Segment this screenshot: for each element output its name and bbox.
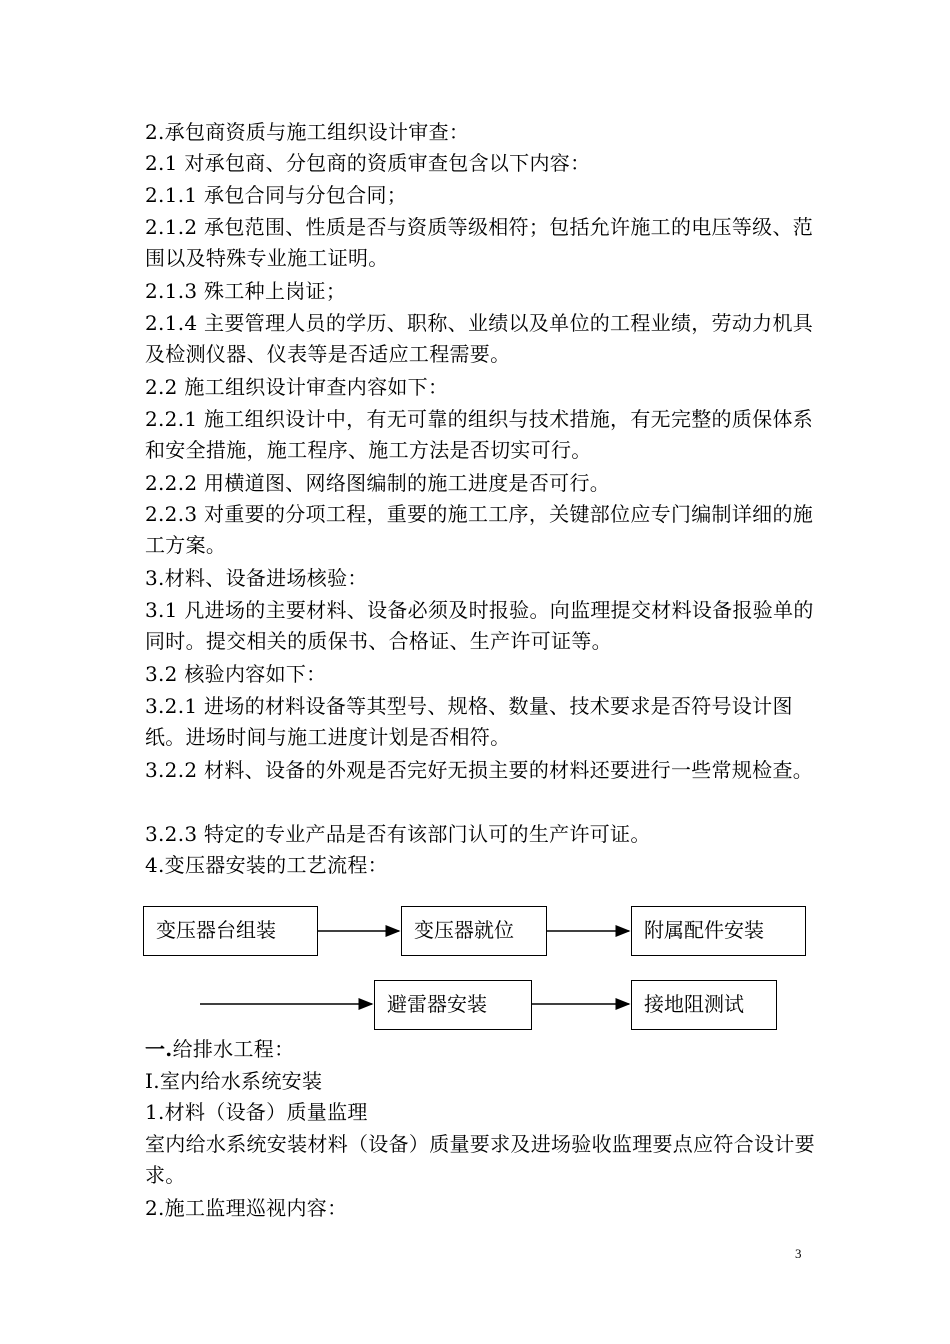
flow-step-transformer-positioning: 变压器就位: [401, 906, 547, 956]
paragraph-2-2: 2.2 施工组织设计审查内容如下：: [145, 375, 449, 399]
paragraph-2-2-3: 2.2.3 对重要的分项工程，重要的施工工序，关键部位应专门编制详细的施工方案。: [145, 502, 814, 557]
heading-water-supply-drainage: [145, 1034, 825, 1065]
paragraph-2-1: 2.1 对承包商、分包商的资质审查包含以下内容：: [145, 151, 591, 175]
item-inspection-content: 2.施工监理巡视内容：: [145, 1196, 348, 1220]
heading-contractor-review: 2.承包商资质与施工组织设计审查：: [145, 120, 470, 144]
paragraph-3-2: 3.2 核验内容如下：: [145, 662, 327, 686]
paragraph-2-1-4: 2.1.4 主要管理人员的学历、职称、业绩以及单位的工程业绩，劳动力机具及检测仪器、仪表等是否适应工程需要。: [145, 311, 814, 366]
subheading-indoor-water-supply: I.室内给水系统安装: [145, 1069, 323, 1093]
flow-step-transformer-platform-assembly: 变压器台组装: [143, 906, 318, 956]
paragraph-3-2-3: 3.2.3 特定的专业产品是否有该部门认可的生产许可证。: [145, 822, 651, 846]
heading-rest: 给排水工程：: [172, 1037, 295, 1061]
paragraph-material-quality-body: 室内给水系统安装材料（设备）质量要求及进场验收监理要点应符合设计要求。: [145, 1132, 815, 1187]
heading-prefix: 一.: [145, 1037, 173, 1061]
paragraph-2-2-2: 2.2.2 用横道图、网络图编制的施工进度是否可行。: [145, 471, 611, 495]
paragraph-3-2-1: 3.2.1 进场的材料设备等其型号、规格、数量、技术要求是否符号设计图纸。进场时间与施工进度计划是否相符。: [145, 694, 793, 749]
flow-step-arrester-installation: 避雷器安装: [374, 980, 532, 1030]
paragraph-3-2-2: 3.2.2 材料、设备的外观是否完好无损主要的材料还要进行一些常规检查。: [145, 758, 814, 782]
paragraph-3-1: 3.1 凡进场的主要材料、设备必须及时报验。向监理提交材料设备报验单的同时。提交相关的质保书、合格证、生产许可证等。: [145, 598, 814, 653]
paragraph-2-1-1: 2.1.1 承包合同与分包合同；: [145, 183, 408, 207]
flow-step-accessory-installation: 附属配件安装: [631, 906, 806, 956]
paragraph-2-1-3: 2.1.3 殊工种上岗证；: [145, 279, 347, 303]
heading-materials-check: 3.材料、设备进场核验：: [145, 566, 368, 590]
paragraph-2-1-2: 2.1.2 承包范围、性质是否与资质等级相符；包括允许施工的电压等级、范围以及特殊专业施工证明。: [145, 215, 814, 270]
paragraph-2-2-1: 2.2.1 施工组织设计中，有无可靠的组织与技术措施，有无完整的质保体系和安全措施，施工程序、施工方法是否切实可行。: [145, 407, 814, 462]
heading-transformer-process: 4.变压器安装的工艺流程：: [145, 853, 388, 877]
item-material-quality-supervision: 1.材料（设备）质量监理: [145, 1100, 368, 1124]
flow-step-grounding-resistance-test: 接地阻测试: [631, 980, 777, 1030]
page-number: 3: [795, 1246, 802, 1261]
